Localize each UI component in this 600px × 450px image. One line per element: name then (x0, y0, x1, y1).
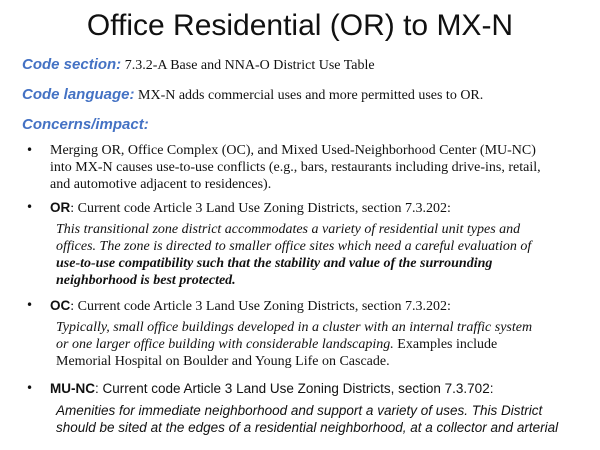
oc-quote-line-2-plain: Examples include (393, 337, 498, 352)
mu-nc-text: : Current code Article 3 Land Use Zoning Districts, section 7.3.702: (95, 381, 494, 396)
slide-title: Office Residential (OR) to MX-N (86, 9, 514, 42)
or-term: OR (50, 200, 71, 215)
mu-nc-quote-line-2: should be sited at the edges of a residential neighborhood, at a collector and arterial (56, 420, 559, 435)
bullet-mu-nc (22, 380, 582, 397)
oc-quote-line-1: Typically, small office buildings developed in a cluster with an internal traffic system (56, 320, 533, 335)
or-quote (56, 221, 582, 289)
bullet-dot: • (26, 143, 34, 157)
concerns-label: Concerns/impact: (22, 116, 149, 133)
oc-quote-line-2 (56, 336, 582, 353)
bullet-merging-line-1: Merging OR, Office Complex (OC), and Mixed Used-Neighborhood Center (MU-NC) (50, 143, 536, 158)
concerns-row (22, 116, 582, 134)
bullet-merging (22, 142, 582, 193)
code-section-label: Code section: (22, 56, 122, 73)
bullet-dot: • (26, 200, 34, 214)
bullet-merging-line-2: into MX-N causes use-to-use conflicts (e.g., bars, restaurants including drive-ins, retail, (50, 160, 541, 175)
or-quote-bold-2: neighborhood is best protected. (56, 273, 236, 288)
oc-text: : Current code Article 3 Land Use Zoning Districts, section 7.3.202: (70, 299, 451, 314)
mu-nc-quote (56, 402, 582, 436)
or-quote-line-2: offices. The zone is directed to smaller office sites which need a careful evaluation of (56, 239, 532, 254)
oc-quote (56, 319, 582, 370)
bullet-merging-line-3: and automotive adjacent to residences). (50, 177, 272, 192)
code-language-label: Code language: (22, 86, 135, 103)
bullet-dot: • (26, 298, 34, 312)
code-language-row (22, 86, 582, 104)
or-text: : Current code Article 3 Land Use Zoning Districts, section 7.3.202: (70, 201, 451, 216)
oc-quote-line-3: Memorial Hospital on Boulder and Young Life on Cascade. (56, 354, 390, 369)
bullet-or (22, 199, 582, 217)
oc-quote-line-2-italic: or one larger office building with considerable landscaping. (56, 337, 394, 352)
mu-nc-term: MU-NC (50, 381, 95, 396)
mu-nc-quote-line-1: Amenities for immediate neighborhood and support a variety of uses. This District (56, 403, 543, 418)
or-quote-line-1: This transitional zone district accommodates a variety of residential unit types and (56, 222, 521, 237)
code-language-text: MX-N adds commercial uses and more permitted uses to OR. (138, 88, 484, 103)
code-section-text: 7.3.2-A Base and NNA-O District Use Table (124, 58, 375, 73)
oc-term: OC (50, 298, 71, 313)
bullet-dot: • (26, 381, 34, 395)
or-quote-bold-1: use-to-use compatibility such that the stability and value of the surrounding (56, 256, 493, 271)
code-section-row (22, 56, 582, 74)
bullet-oc (22, 297, 582, 315)
